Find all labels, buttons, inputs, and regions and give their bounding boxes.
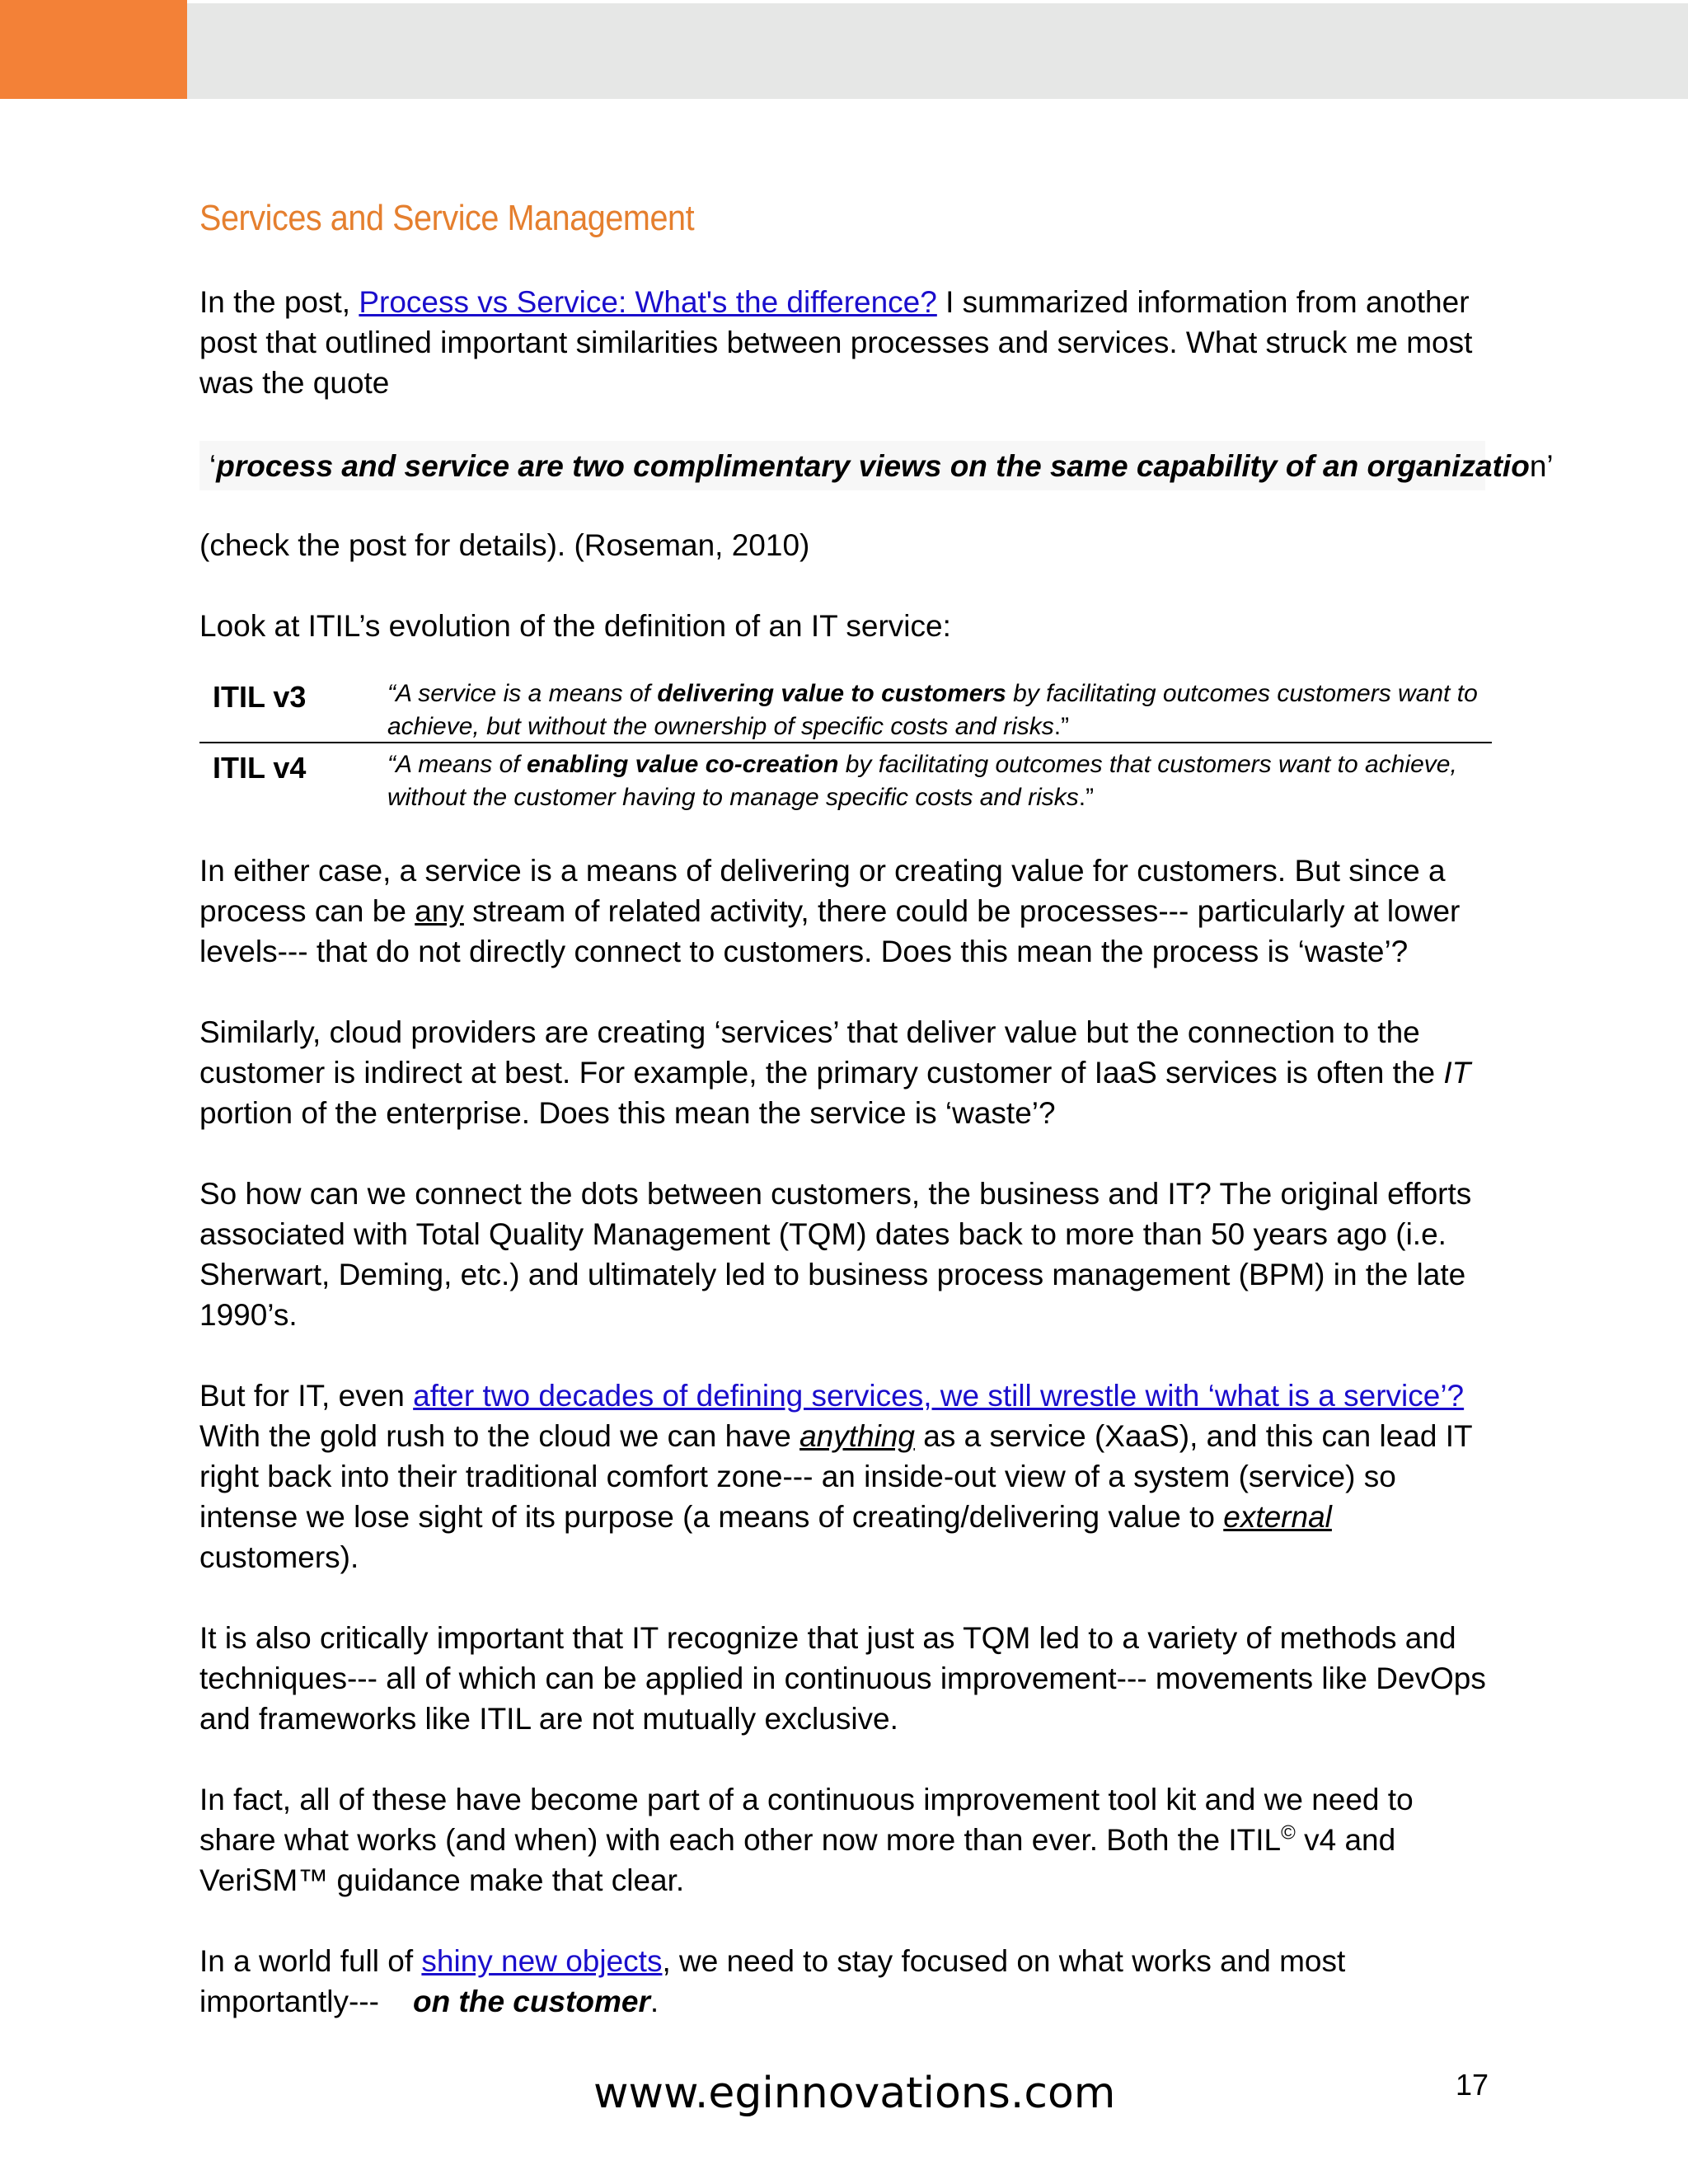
- paragraph-either-case: In either case, a service is a means of delivering or creating value for customers. But since a process can be any stream of related activity, there could be processes--- particularly at lower levels--- that do not directly connect to customers. Does this mean the process is ‘waste’?: [199, 854, 1461, 968]
- itil-definition: “A service is a means of delivering value to customers by facilitating outcomes customers want to achieve, but without the ownership of specific costs and risks.”: [387, 680, 1478, 740]
- what-is-a-service-link[interactable]: after two decades of defining services, we still wrestle with ‘what is a service’?: [413, 1379, 1465, 1413]
- quote: ‘process and service are two complimentary views on the same capability of an organization’: [209, 449, 1554, 483]
- underlined-any: any: [415, 894, 464, 928]
- paragraph-intro: [199, 282, 1492, 403]
- shiny-new-objects-link[interactable]: shiny new objects: [421, 1944, 663, 1978]
- itil-version-label: ITIL v3: [213, 680, 307, 714]
- intro-text-end: I summarized information from another post that outlined important similarities between processes and services. What struck me most was the quote: [199, 285, 1473, 400]
- paragraph-check-post: (check the post for details). (Roseman, 2010): [199, 528, 810, 562]
- quote-box: [199, 441, 1554, 490]
- itil-row-v4: [199, 745, 1492, 813]
- paragraph-itil-intro: Look at ITIL’s evolution of the definition of an IT service:: [199, 609, 951, 643]
- paragraph-connect-dots: So how can we connect the dots between customers, the business and IT? The original efforts associated with Total Quality Management (TQM) dates back to more than 50 years ago (i.e. Sherwart, Deming, etc.) and ultimately led to business process management (BPM) in the late 1990’s.: [199, 1177, 1472, 1332]
- paragraph-shiny-objects: In a world full of shiny new objects, we need to stay focused on what works and most importantly--- on the customer.: [199, 1944, 1354, 2018]
- paragraph-critically-important: It is also critically important that IT recognize that just as TQM led to a variety of methods and techniques--- all of which can be applied in continuous improvement--- movements like DevOps and frameworks like ITIL are not mutually exclusive.: [199, 1621, 1486, 1736]
- paragraph-cloud-providers: Similarly, cloud providers are creating ‘services’ that deliver value but the connection to the customer is indirect at best. For example, the primary customer of IaaS services is often the IT portion of the enterprise. Does this mean the service is ‘waste’?: [199, 1015, 1471, 1130]
- itil-definition: “A means of enabling value co-creation by facilitating outcomes that customers want to achieve, without the customer having to manage specific costs and risks.”: [387, 751, 1457, 811]
- paragraph-for-it: But for IT, even after two decades of defining services, we still wrestle with ‘what is a service’? With the gold rush to the cloud we can have anything as a service (XaaS), and this can lead IT right back into their traditional comfort zone--- an inside-out view of a system (service) so intense we lose sight of its purpose (a means of creating/delivering value to external customers).: [199, 1379, 1472, 1574]
- header-gray-band: [187, 3, 1688, 99]
- itil-row-v3: [199, 674, 1492, 743]
- header-bar: [0, 0, 1688, 99]
- paragraph-in-fact: In fact, all of these have become part of a continuous improvement tool kit and we need to share what works (and when) with each other now more than ever. Both the ITIL© v4 and VeriSM™ guidance make that clear.: [199, 1783, 1414, 1897]
- process-vs-service-link[interactable]: Process vs Service: What's the difference?: [359, 285, 937, 319]
- footer-url[interactable]: www.eginnovations.com: [593, 2069, 1116, 2118]
- intro-text-start: In the post,: [199, 285, 359, 319]
- itil-version-label: ITIL v4: [213, 751, 307, 785]
- itil-definitions-table: [199, 674, 1492, 813]
- header-accent-block: [0, 0, 187, 99]
- quote-emphasis: process and service are two complimentary views on the same capability of an organizatio: [216, 449, 1530, 483]
- page-number: 17: [1456, 2068, 1489, 2102]
- section-title: Services and Service Management: [199, 198, 695, 238]
